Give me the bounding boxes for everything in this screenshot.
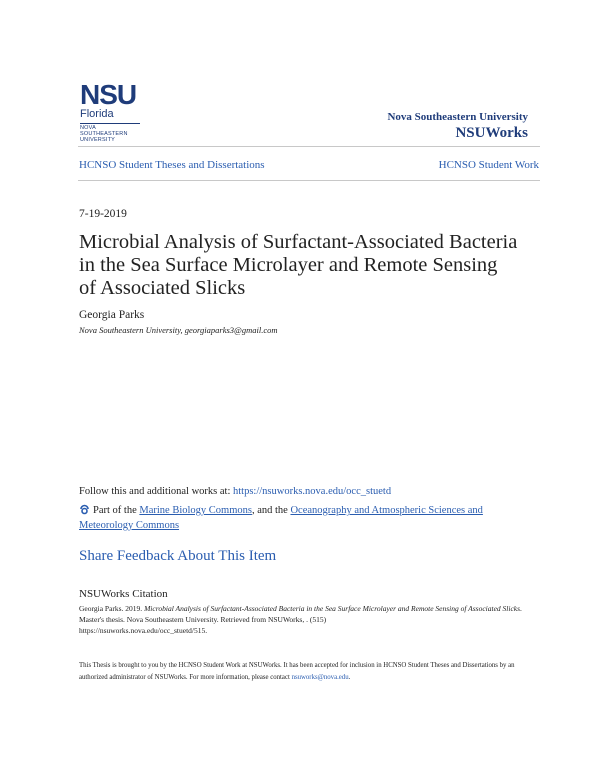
logo-university-line2: UNIVERSITY: [80, 137, 116, 143]
nsu-florida-logo: [80, 79, 144, 143]
institution-header: [387, 111, 528, 142]
footer-text: This Thesis is brought to you by the HCNSO Student Work at NSUWorks. It has been accepted for inclusion in HCNSO Student Theses and Dissertations by an authorized administrator of NSUWorks. For more information, please contact: [79, 662, 515, 681]
header-divider-top: [78, 146, 540, 147]
logo-divider: [80, 123, 140, 124]
open-access-icon: [79, 503, 91, 515]
contact-email-link[interactable]: nsuworks@nova.edu: [291, 674, 349, 681]
citation-text: [79, 603, 524, 636]
share-feedback-link[interactable]: Share Feedback About This Item: [79, 548, 277, 564]
logo-university-line1: NOVA SOUTHEASTERN: [80, 125, 128, 137]
oceanography-commons-link[interactable]: Oceanography and Atmospheric Sciences and Meteorology Commons: [79, 505, 483, 531]
header-divider-bottom: [78, 180, 540, 181]
marine-biology-commons-link[interactable]: Marine Biology Commons: [139, 505, 252, 516]
logo-florida-text: Florida: [80, 108, 114, 120]
publication-date: 7-19-2019: [79, 208, 127, 220]
footer-notice: [79, 660, 519, 684]
student-work-link[interactable]: HCNSO Student Work: [438, 159, 539, 171]
part-of-prefix: Part of the: [93, 505, 140, 516]
institution-name: Nova Southeastern University: [387, 111, 528, 123]
logo-nsu-text: NSU: [80, 79, 137, 110]
collection-url-link[interactable]: https://nsuworks.nova.edu/occ_stuetd: [233, 486, 392, 497]
and-the-text: , and the: [251, 505, 291, 516]
part-of-line: [79, 503, 519, 533]
collection-link[interactable]: HCNSO Student Theses and Dissertations: [79, 159, 265, 171]
follow-line: [79, 486, 519, 497]
citation-suffix: . Master's thesis. Nova Southeastern University. Retrieved from NSUWorks, . (515): [79, 604, 522, 624]
author-affiliation: Nova Southeastern University, georgiaparks3@gmail.com: [79, 325, 278, 335]
paper-title: Microbial Analysis of Surfactant-Associated Bacteria in the Sea Surface Microlayer and Remote Sensing of Associated Slicks: [79, 231, 518, 299]
citation-title: Microbial Analysis of Surfactant-Associated Bacteria in the Sea Surface Microlayer and Remote Sensing of Associated Slicks: [144, 604, 521, 613]
citation-prefix: Georgia Parks. 2019.: [79, 604, 145, 613]
repository-name: NSUWorks: [455, 125, 528, 141]
author-name: Georgia Parks: [79, 309, 145, 321]
citation-url: https://nsuworks.nova.edu/occ_stuetd/515.: [79, 626, 208, 635]
footer-end: .: [348, 674, 351, 681]
citation-heading: NSUWorks Citation: [79, 588, 168, 600]
follow-prefix: Follow this and additional works at:: [79, 486, 233, 497]
